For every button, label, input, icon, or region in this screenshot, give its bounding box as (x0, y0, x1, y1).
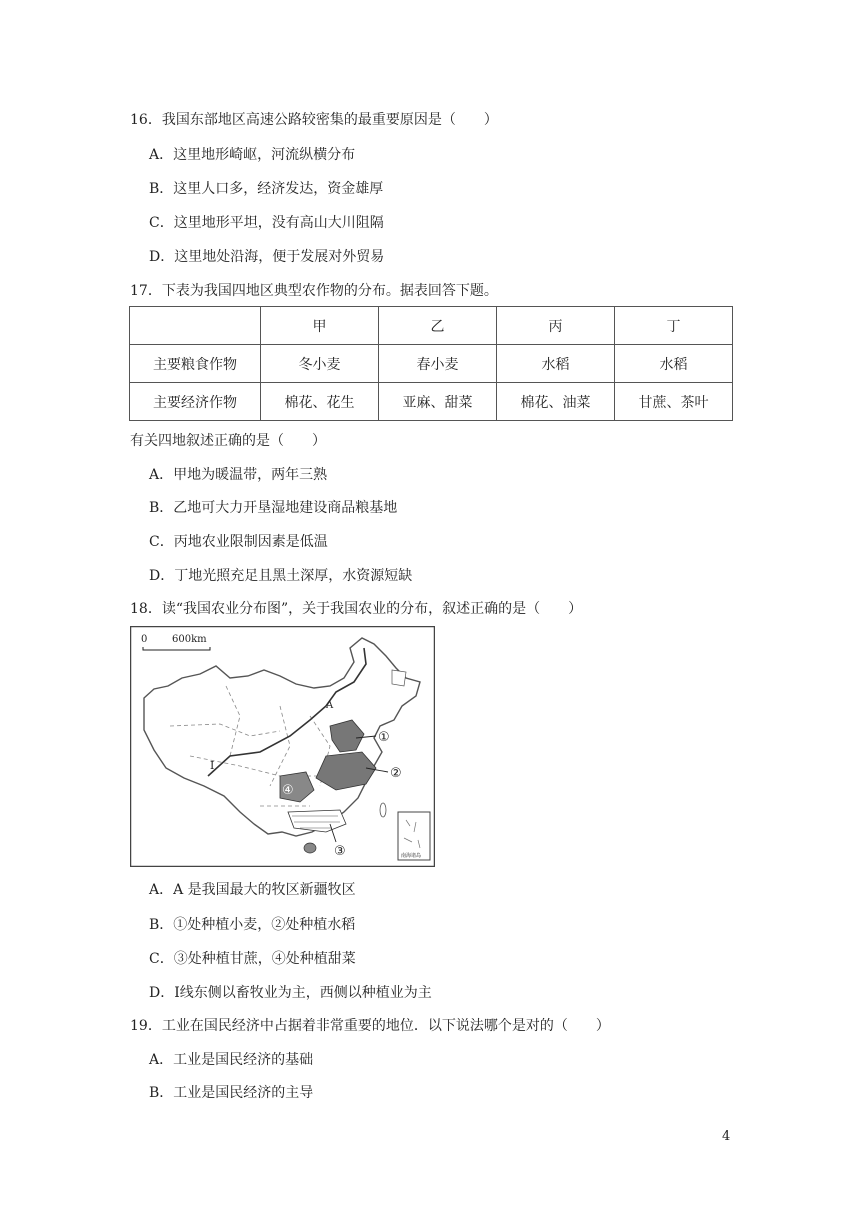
q18-option-b: B．①处种植小麦，②处种植水稻 (149, 917, 356, 933)
q16-option-d: D．这里地处沿海，便于发展对外贸易 (149, 249, 385, 265)
q18-option-c: C．③处种植甘蔗，④处种植甜菜 (149, 951, 356, 967)
q17-option-a: A．甲地为暖温带，两年三熟 (149, 467, 328, 483)
q17-option-b: B．乙地可大力开垦湿地建设商品粮基地 (149, 500, 398, 516)
marker-2: ② (390, 766, 402, 781)
taiwan-island (380, 803, 386, 817)
table-cell: 甘蔗、茶叶 (615, 383, 733, 421)
table-cell: 水稻 (497, 345, 615, 383)
table-header-row (130, 307, 733, 345)
q17-option-d: D．丁地光照充足且黑土深厚，水资源短缺 (149, 568, 413, 584)
table-cell: 丁 (615, 307, 733, 345)
q16-option-b: B．这里人口多，经济发达，资金雄厚 (149, 181, 384, 197)
table-cell (130, 307, 261, 345)
marker-3: ③ (334, 844, 346, 859)
q19-stem: 19．工业在国民经济中占据着非常重要的地位．以下说法哪个是对的（ ） (130, 1018, 610, 1034)
table-cell: 棉花、花生 (261, 383, 379, 421)
crops-table (129, 306, 733, 421)
marker-4: ④ (282, 783, 294, 798)
table-cell: 棉花、油菜 (497, 383, 615, 421)
scale-zero: 0 (141, 634, 148, 645)
northeast-patch (392, 670, 406, 686)
table-cell: 水稻 (615, 345, 733, 383)
q17-stem: 17．下表为我国四地区典型农作物的分布。据表回答下题。 (130, 283, 498, 299)
table-cell: 亚麻、甜菜 (379, 383, 497, 421)
table-cell: 丙 (497, 307, 615, 345)
q18-stem: 18．读“我国农业分布图”，关于我国农业的分布，叙述正确的是（ ） (130, 601, 583, 617)
page-number: 4 (722, 1129, 731, 1144)
table-cell: 春小麦 (379, 345, 497, 383)
label-a: A (326, 700, 334, 711)
label-line-i: I (210, 759, 215, 772)
table-cell: 乙 (379, 307, 497, 345)
q16-option-c: C．这里地形平坦，没有高山大川阻隔 (149, 215, 384, 231)
q19-option-a: A．工业是国民经济的基础 (149, 1052, 314, 1068)
table-cell: 主要经济作物 (130, 383, 261, 421)
table-cell: 甲 (261, 307, 379, 345)
table-cell: 主要粮食作物 (130, 345, 261, 383)
q16-stem: 16．我国东部地区高速公路较密集的最重要原因是（ ） (130, 112, 498, 128)
table-row (130, 345, 733, 383)
q17-option-c: C．丙地农业限制因素是低温 (149, 534, 328, 550)
marker-1: ① (378, 730, 390, 745)
q17-sub-stem: 有关四地叙述正确的是（ ） (130, 433, 326, 449)
q19-option-b: B．工业是国民经济的主导 (149, 1085, 314, 1101)
q16-option-a: A．这里地形崎岖，河流纵横分布 (149, 147, 356, 163)
q18-option-a: A．A 是我国最大的牧区新疆牧区 (149, 882, 356, 898)
q18-option-d: D．Ⅰ线东侧以畜牧业为主，西侧以种植业为主 (149, 985, 432, 1001)
hainan-island (304, 843, 316, 853)
agriculture-map (130, 626, 435, 867)
inset-label: 南海诸岛 (401, 853, 422, 859)
table-cell: 冬小麦 (261, 345, 379, 383)
scale-label: 600km (172, 634, 207, 645)
table-row (130, 383, 733, 421)
